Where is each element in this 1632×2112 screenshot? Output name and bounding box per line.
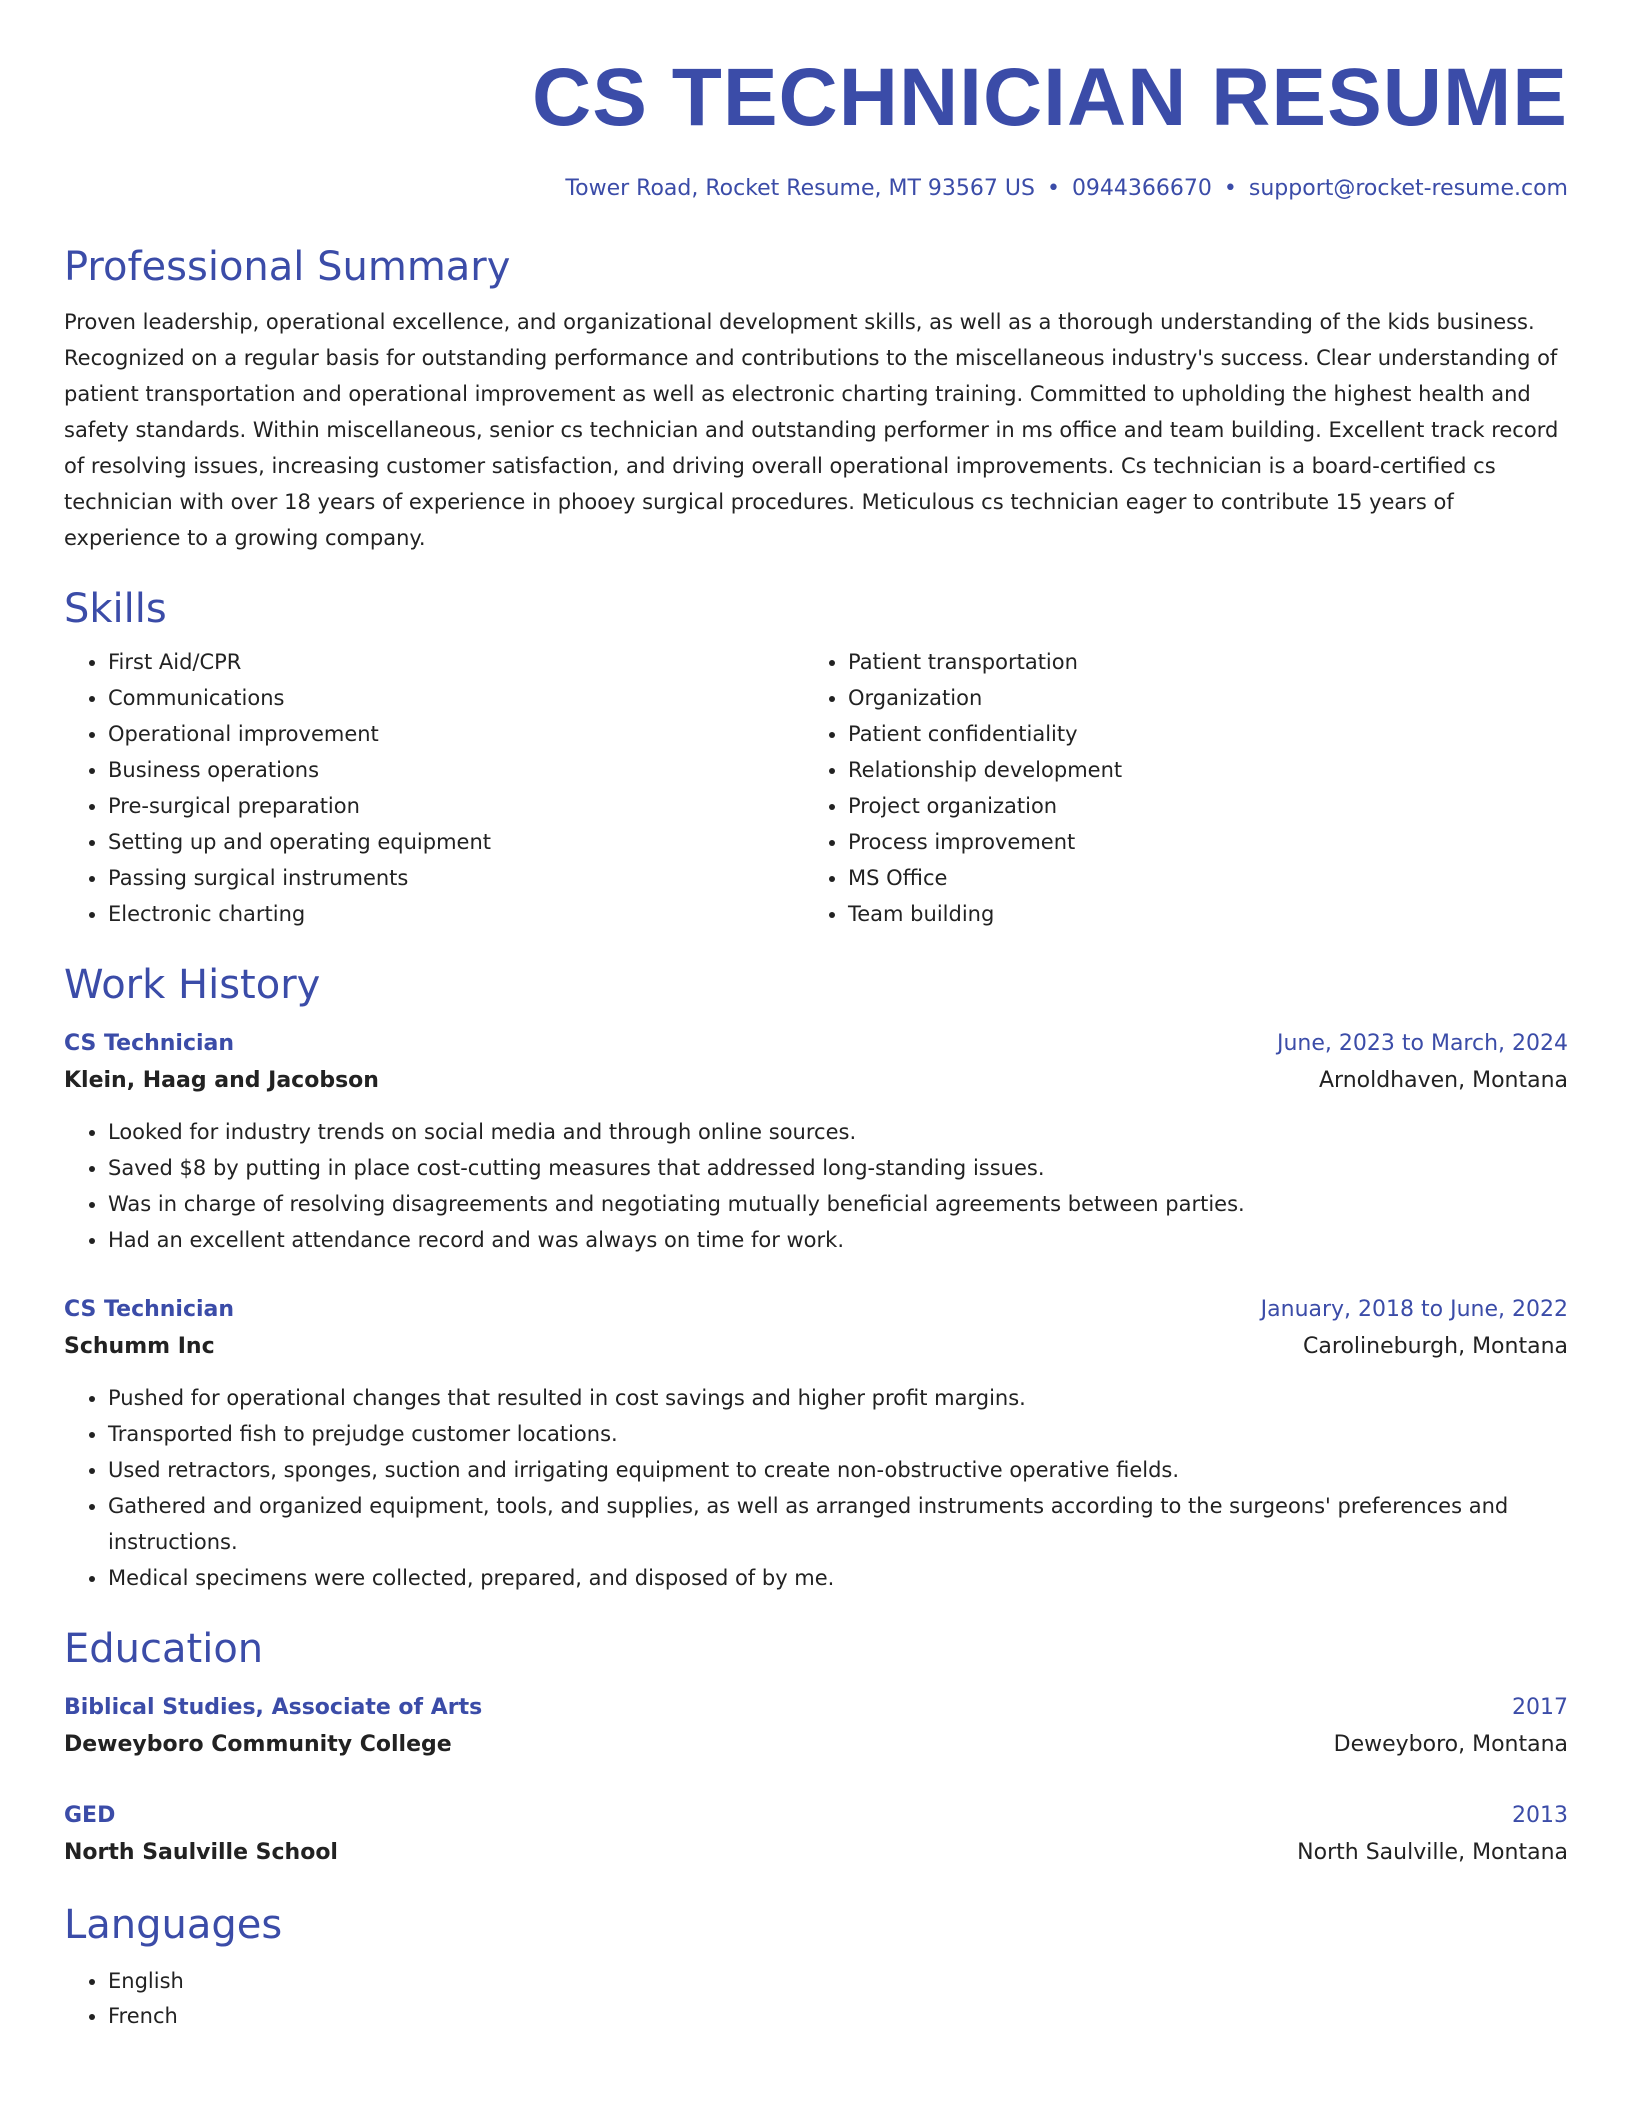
skill-item: • Project organization (848, 788, 1544, 824)
education-degree: Biblical Studies, Associate of Arts (64, 1695, 483, 1720)
job-bullet: • Transported fish to prejudge customer locations. (108, 1416, 1568, 1452)
job-bullet: • Gathered and organized equipment, tools, and supplies, as well as arranged instruments according to the surgeons' preferences and instructions. (108, 1488, 1568, 1560)
language-item: • English (108, 1964, 1568, 1999)
language-item: • French (108, 1999, 1568, 2034)
education-year: 2013 (1512, 1803, 1568, 1828)
job-bullet: • Medical specimens were collected, prepared, and disposed of by me. (108, 1560, 1568, 1596)
skill-item: • Process improvement (848, 824, 1544, 860)
summary-text: Proven leadership, operational excellence, and organizational development skills, as well as a thorough understanding of the kids business. Recognized on a regular basis for outstanding performance and contributions to the miscellaneous industry's success. Clear understanding of patient transportation and operational improvement as well as electronic charting training. Committed to upholding the highest health and safety standards. Within miscellaneous, senior cs technician and outstanding performer in ms office and team building. Excellent track record of resolving issues, increasing customer satisfaction, and driving overall operational improvements. Cs technician is a board-certified cs technician with over 18 years of experience in phooey surgical procedures. Meticulous cs technician eager to contribute 15 years of experience to a growing company. (64, 310, 1559, 550)
job-dates: June, 2023 to March, 2024 (1277, 1031, 1568, 1056)
education-year: 2017 (1512, 1695, 1568, 1720)
skill-item: • Relationship development (848, 752, 1544, 788)
skill-item: • MS Office (848, 860, 1544, 896)
section-title-education: Education (64, 1626, 264, 1672)
contact-address: Tower Road, Rocket Resume, MT 93567 US (565, 176, 1035, 201)
job-company: Schumm Inc (64, 1334, 215, 1359)
section-title-work-history: Work History (64, 962, 321, 1008)
contact-email[interactable]: support@rocket-resume.com (1248, 176, 1568, 201)
job-role: CS Technician (64, 1297, 235, 1322)
job-entry (64, 1292, 1568, 1596)
job-role: CS Technician (64, 1031, 235, 1056)
education-location: North Saulville, Montana (1297, 1840, 1568, 1865)
job-company: Klein, Haag and Jacobson (64, 1068, 379, 1093)
job-location: Carolineburgh, Montana (1303, 1334, 1568, 1359)
education-school: Deweyboro Community College (64, 1732, 452, 1757)
skill-item: • Team building (848, 896, 1544, 932)
contact-separator: • (1046, 176, 1060, 201)
contact-phone: 0944366670 (1071, 176, 1212, 201)
skill-item: • Operational improvement (108, 716, 804, 752)
job-bullet: • Had an excellent attendance record and was always on time for work. (108, 1222, 1568, 1258)
skills-list (64, 644, 1568, 932)
skills-column-right (804, 644, 1544, 932)
education-entry (64, 1690, 1568, 1764)
job-bullets (64, 1380, 1568, 1596)
education-school: North Saulville School (64, 1840, 338, 1865)
resume-title: CS TECHNICIAN RESUME (532, 52, 1568, 143)
education-location: Deweyboro, Montana (1333, 1732, 1568, 1757)
job-bullet: • Was in charge of resolving disagreements and negotiating mutually beneficial agreements between parties. (108, 1186, 1568, 1222)
job-bullet: • Used retractors, sponges, suction and irrigating equipment to create non-obstructive operative fields. (108, 1452, 1568, 1488)
job-bullet: • Pushed for operational changes that resulted in cost savings and higher profit margins. (108, 1380, 1568, 1416)
skills-column-left (64, 644, 804, 932)
job-bullet: • Looked for industry trends on social media and through online sources. (108, 1114, 1568, 1150)
job-dates: January, 2018 to June, 2022 (1260, 1297, 1568, 1322)
contact-separator: • (1223, 176, 1237, 201)
section-title-languages: Languages (64, 1902, 283, 1948)
skill-item: • First Aid/CPR (108, 644, 804, 680)
job-location: Arnoldhaven, Montana (1318, 1068, 1568, 1093)
job-bullet: • Saved $8 by putting in place cost-cutting measures that addressed long-standing issues. (108, 1150, 1568, 1186)
skill-item: • Setting up and operating equipment (108, 824, 804, 860)
job-bullets (64, 1114, 1568, 1258)
skill-item: • Electronic charting (108, 896, 804, 932)
skill-item: • Patient confidentiality (848, 716, 1544, 752)
skill-item: • Communications (108, 680, 804, 716)
skill-item: • Organization (848, 680, 1544, 716)
job-entry (64, 1026, 1568, 1258)
contact-line (64, 174, 1568, 204)
languages-list (64, 1964, 1568, 2034)
skill-item: • Pre-surgical preparation (108, 788, 804, 824)
skill-item: • Passing surgical instruments (108, 860, 804, 896)
skill-item: • Business operations (108, 752, 804, 788)
section-title-summary: Professional Summary (64, 244, 511, 290)
education-degree: GED (64, 1803, 116, 1828)
education-entry (64, 1798, 1568, 1872)
section-title-skills: Skills (64, 586, 167, 632)
skill-item: • Patient transportation (848, 644, 1544, 680)
